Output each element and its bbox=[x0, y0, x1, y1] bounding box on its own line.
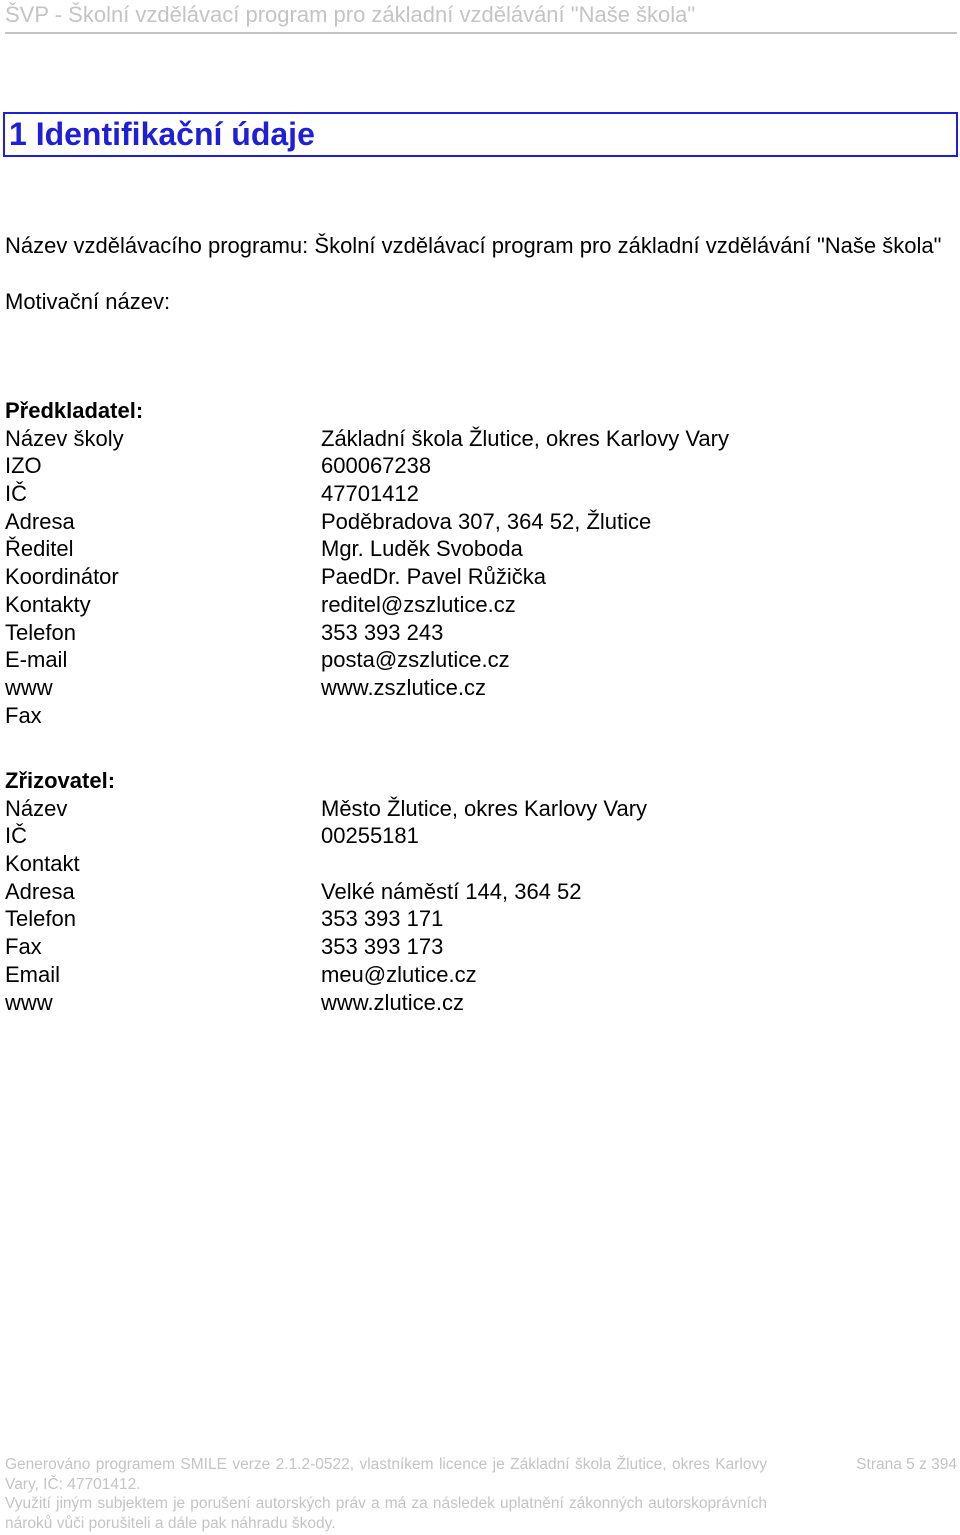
row-value: 353 393 243 bbox=[321, 619, 444, 645]
footer-generated-note: Generováno programem SMILE verze 2.1.2-0522, vlastníkem licence je Základní škola Žlutice, okres Karlovy Vary, IČ: 47701412. bbox=[5, 1456, 767, 1493]
row-label: Kontakt bbox=[5, 851, 80, 877]
row-label: Koordinátor bbox=[5, 564, 119, 590]
footer-page-number: Strana 5 z 394 bbox=[856, 1456, 957, 1473]
submitter-title: Předkladatel: bbox=[5, 398, 144, 423]
section-title: 1 Identifikační údaje bbox=[9, 116, 315, 152]
submitter-row bbox=[5, 508, 955, 536]
row-value: Město Žlutice, okres Karlovy Vary bbox=[321, 795, 648, 821]
row-label: Telefon bbox=[5, 619, 76, 645]
row-value: PaedDr. Pavel Růžička bbox=[321, 564, 546, 590]
row-value: posta@zszlutice.cz bbox=[321, 647, 510, 673]
founder-row bbox=[5, 850, 955, 878]
row-label: Fax bbox=[5, 934, 42, 960]
row-value: 47701412 bbox=[321, 481, 419, 507]
row-label: Název bbox=[5, 795, 68, 821]
submitter-row bbox=[5, 619, 955, 647]
row-label: Telefon bbox=[5, 906, 76, 932]
submitter-row bbox=[5, 563, 955, 591]
submitter-row bbox=[5, 452, 955, 480]
founder-block bbox=[5, 767, 955, 1016]
founder-row bbox=[5, 905, 955, 933]
submitter-row bbox=[5, 591, 955, 619]
row-value: 600067238 bbox=[321, 453, 432, 479]
founder-row bbox=[5, 989, 955, 1017]
row-label: Kontakty bbox=[5, 591, 91, 617]
row-value: 353 393 173 bbox=[321, 934, 444, 960]
submitter-block bbox=[5, 397, 955, 729]
row-label: Adresa bbox=[5, 878, 75, 904]
program-name-label: Název vzdělávacího programu: bbox=[5, 233, 309, 258]
program-name bbox=[5, 232, 955, 260]
row-label: IZO bbox=[5, 453, 42, 479]
row-label: Název školy bbox=[5, 425, 124, 451]
row-value: reditel@zszlutice.cz bbox=[321, 591, 516, 617]
founder-row bbox=[5, 878, 955, 906]
row-value: 00255181 bbox=[321, 823, 419, 849]
submitter-row bbox=[5, 480, 955, 508]
submitter-row bbox=[5, 535, 955, 563]
submitter-row bbox=[5, 646, 955, 674]
document-header-title: ŠVP - Školní vzdělávací program pro základní vzdělávání "Naše škola" bbox=[5, 2, 696, 27]
program-name-value: Školní vzdělávací program pro základní vzdělávání "Naše škola" bbox=[314, 233, 942, 258]
submitter-row bbox=[5, 674, 955, 702]
submitter-row bbox=[5, 425, 955, 453]
row-label: Fax bbox=[5, 702, 42, 728]
section-heading-box bbox=[3, 112, 958, 157]
row-label: E-mail bbox=[5, 647, 68, 673]
header-divider bbox=[5, 32, 957, 34]
founder-row bbox=[5, 933, 955, 961]
motivation-label: Motivační název: bbox=[5, 289, 171, 314]
footer-legal-note: Využití jiným subjektem je porušení autorských práv a má za následek uplatnění zákonných autorskoprávních nároků vůči porušiteli a dále pak náhradu škody. bbox=[5, 1495, 767, 1532]
row-label: Adresa bbox=[5, 508, 75, 534]
row-label: Ředitel bbox=[5, 536, 74, 562]
row-value: www.zlutice.cz bbox=[321, 989, 465, 1015]
founder-row bbox=[5, 795, 955, 823]
row-value: Velké náměstí 144, 364 52 bbox=[321, 878, 582, 904]
row-label: Email bbox=[5, 961, 61, 987]
row-label: IČ bbox=[5, 823, 27, 849]
row-value: meu@zlutice.cz bbox=[321, 961, 477, 987]
founder-row bbox=[5, 822, 955, 850]
row-value: Poděbradova 307, 364 52, Žlutice bbox=[321, 508, 652, 534]
founder-row bbox=[5, 961, 955, 989]
row-label: www bbox=[5, 674, 53, 700]
page-footer bbox=[5, 1455, 957, 1533]
row-label: IČ bbox=[5, 481, 27, 507]
submitter-row bbox=[5, 702, 955, 730]
row-value: Základní škola Žlutice, okres Karlovy Vary bbox=[321, 425, 729, 451]
row-value: www.zszlutice.cz bbox=[321, 674, 487, 700]
row-value: 353 393 171 bbox=[321, 906, 444, 932]
row-label: www bbox=[5, 989, 53, 1015]
row-value: Mgr. Luděk Svoboda bbox=[321, 536, 523, 562]
founder-title: Zřizovatel: bbox=[5, 768, 116, 793]
